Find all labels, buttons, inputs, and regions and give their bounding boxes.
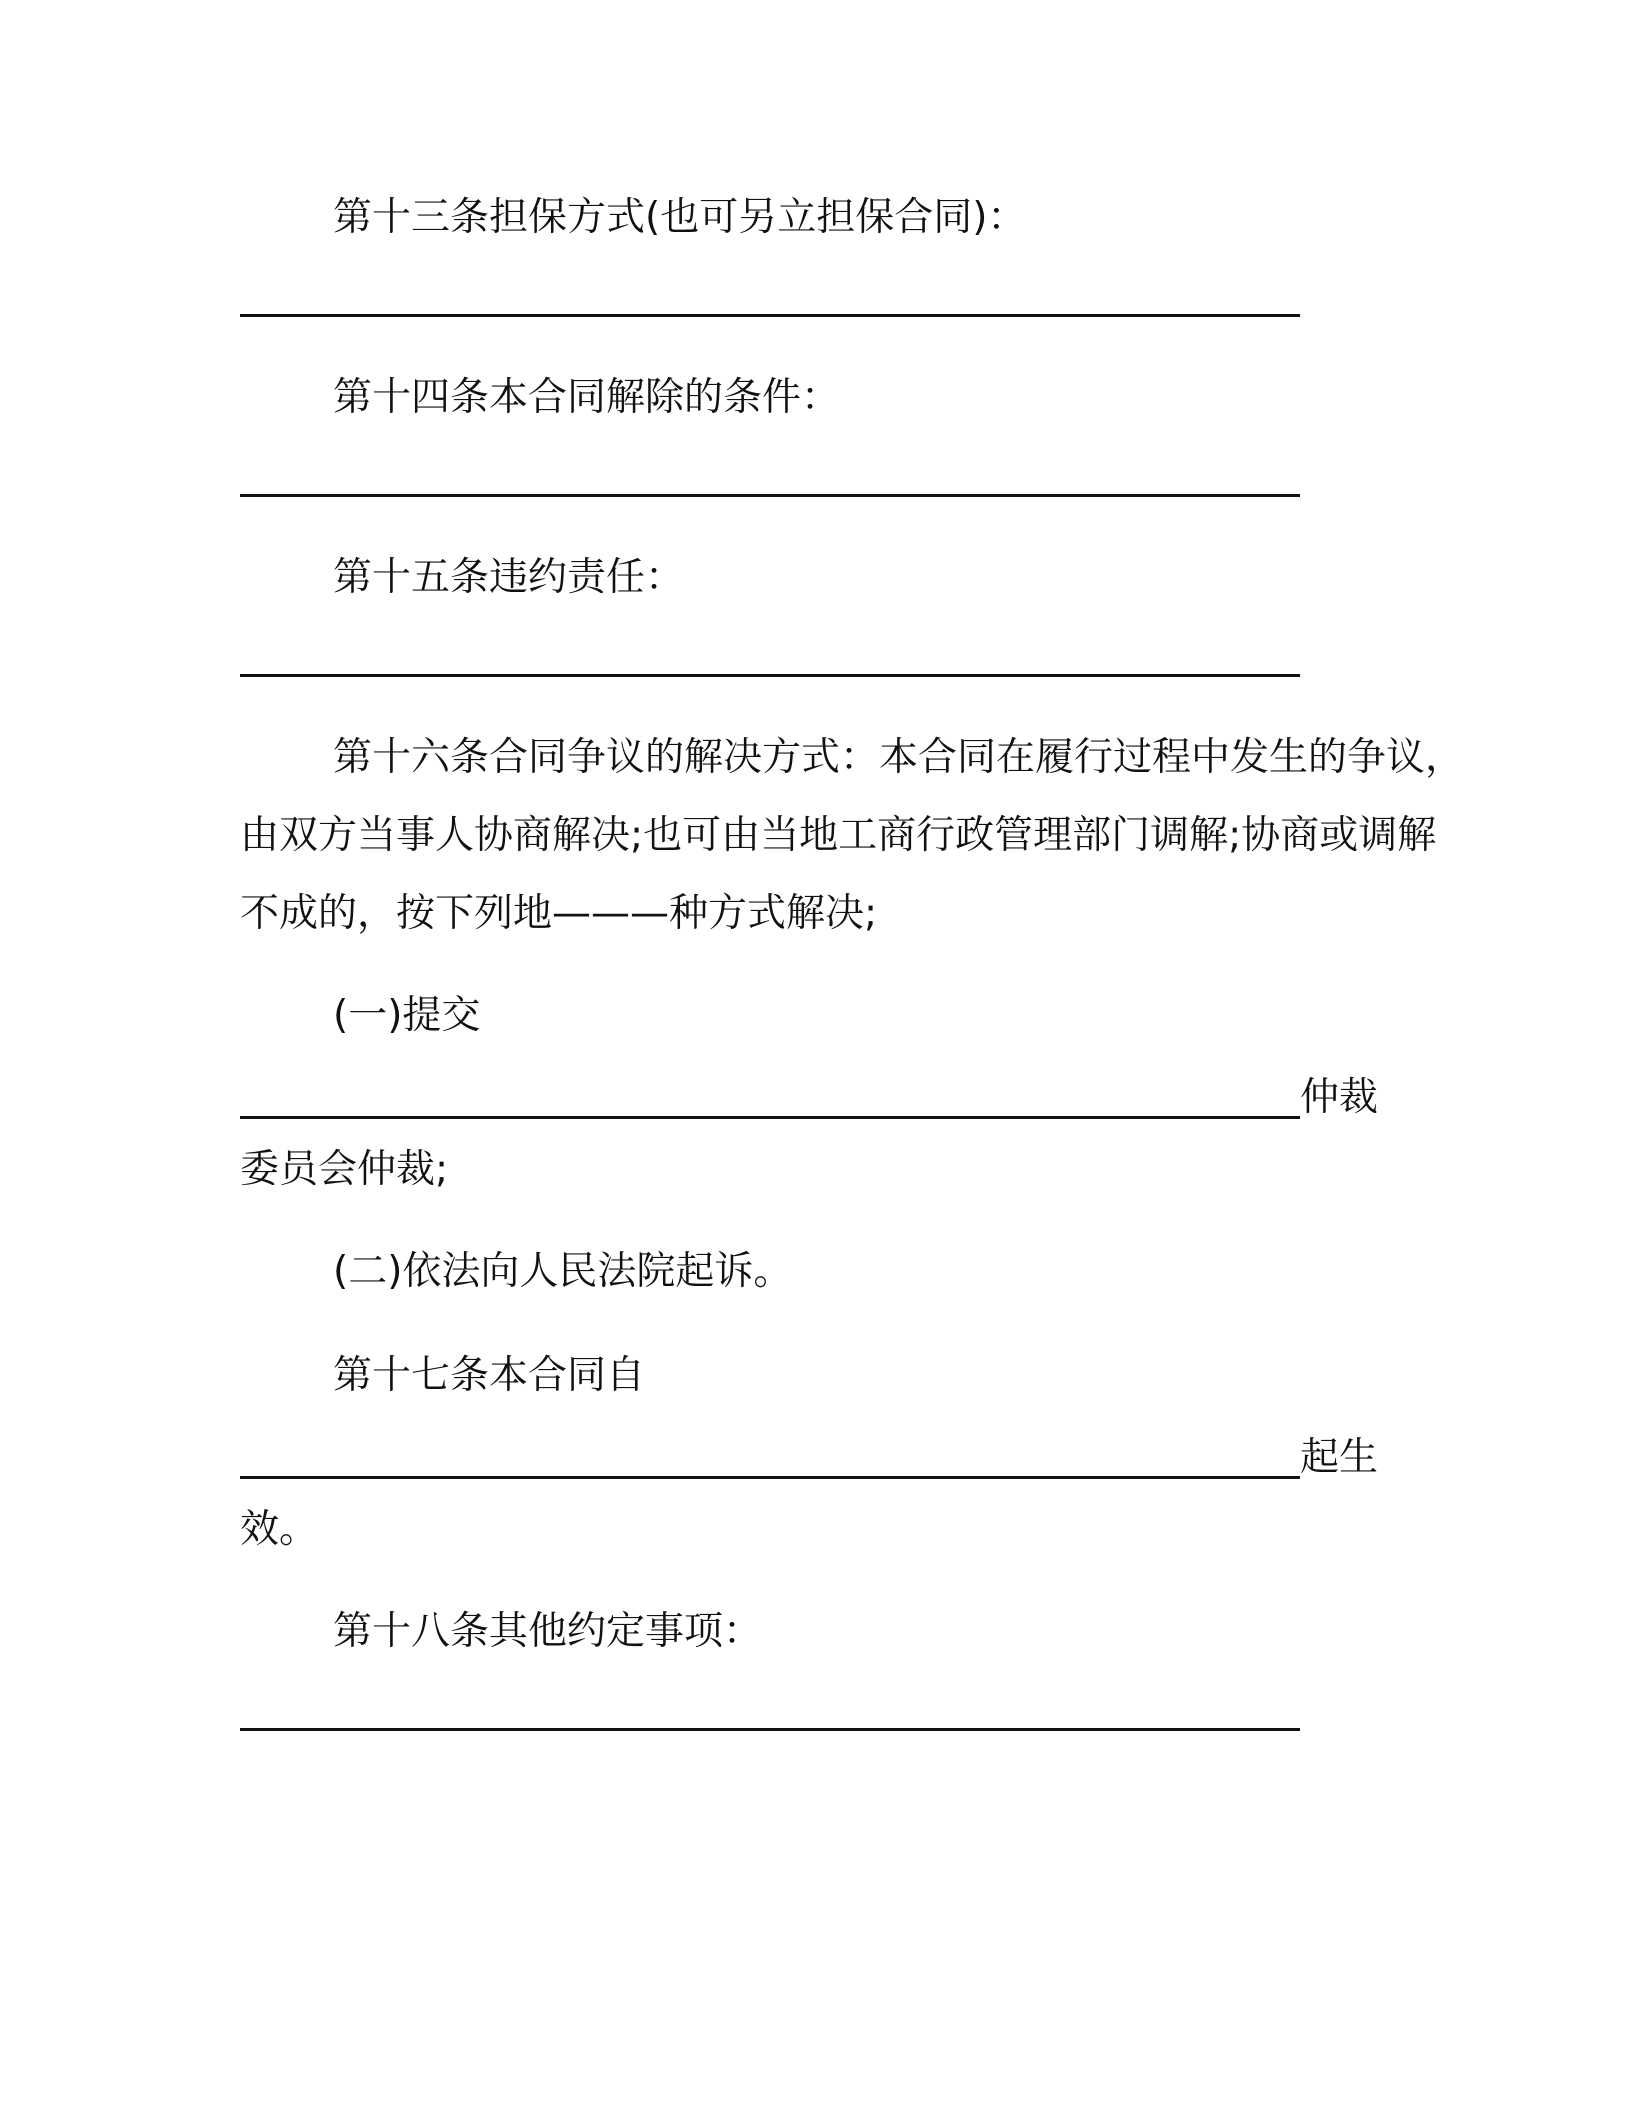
article-13-blank-line (240, 314, 1300, 317)
article-14-blank-line (240, 494, 1300, 497)
article-16-option-1-prefix: (一)提交 (333, 993, 481, 1038)
article-14-heading: 第十四条本合同解除的条件： (333, 375, 841, 420)
article-16-line-3: 不成的，按下列地———种方式解决; (240, 891, 878, 936)
article-17-prefix: 第十七条本合同自 (333, 1353, 646, 1398)
article-16-option-2: (二)依法向人民法院起诉。 (333, 1249, 793, 1294)
article-16-arbitration-blank-line (240, 1116, 1300, 1119)
article-17-continuation: 效。 (240, 1507, 319, 1552)
article-13-heading: 第十三条担保方式(也可另立担保合同)： (333, 195, 1027, 240)
article-16-line-1: 第十六条合同争议的解决方式：本合同在履行过程中发生的争议， (333, 735, 1465, 780)
article-15-heading: 第十五条违约责任： (333, 555, 685, 600)
article-18-blank-line (240, 1728, 1300, 1731)
article-16-line-2: 由双方当事人协商解决;也可由当地工商行政管理部门调解;协商或调解 (240, 813, 1437, 858)
article-17-suffix: 起生 (1300, 1435, 1379, 1480)
article-16-option-1-continuation: 委员会仲裁; (240, 1147, 449, 1192)
article-16-option-1-suffix: 仲裁 (1300, 1075, 1379, 1120)
article-15-blank-line (240, 674, 1300, 677)
article-17-blank-line (240, 1476, 1300, 1479)
article-18-heading: 第十八条其他约定事项： (333, 1609, 763, 1654)
